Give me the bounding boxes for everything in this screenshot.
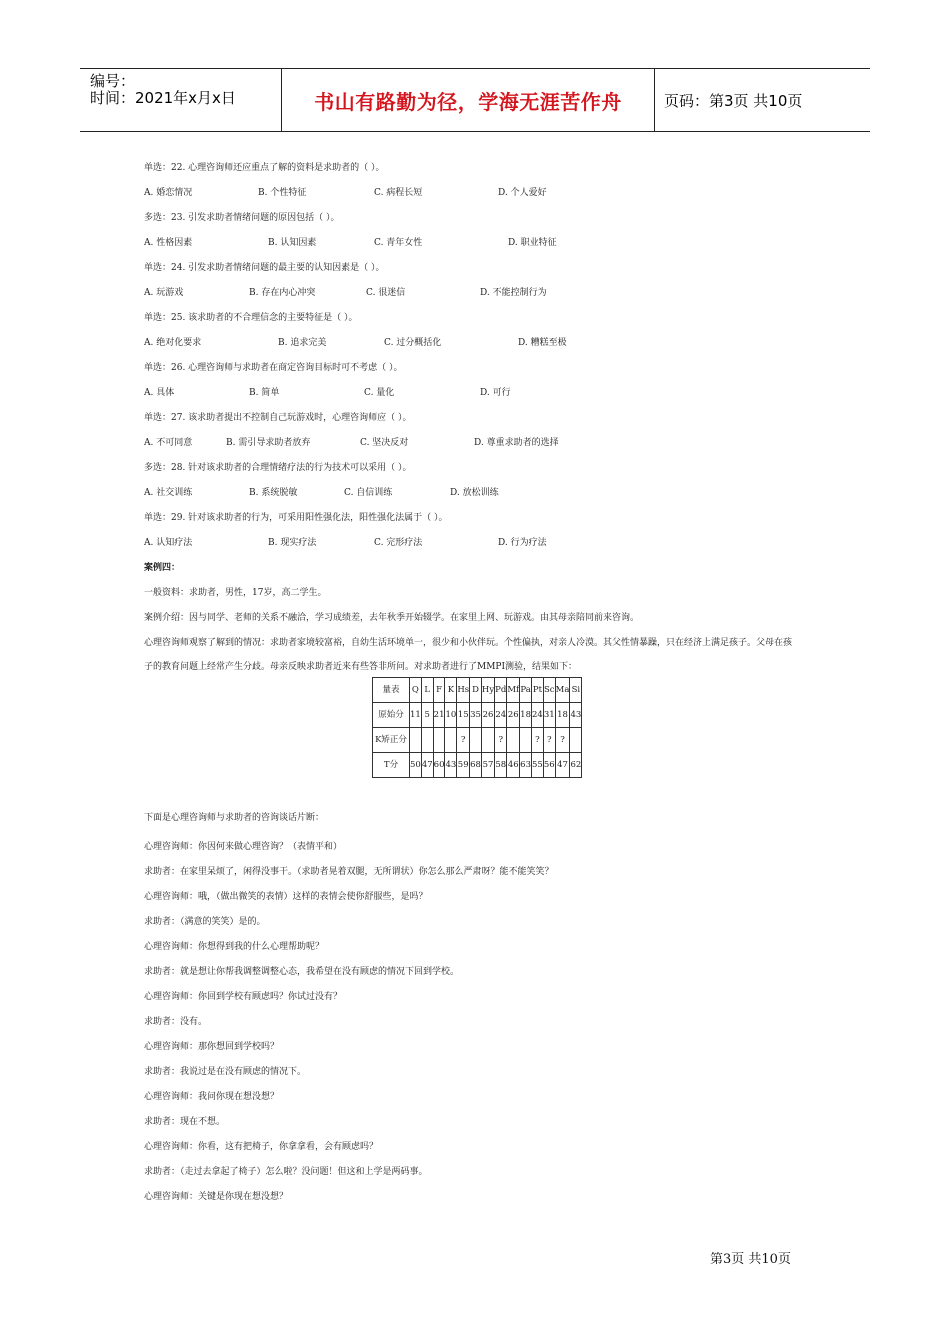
question-stem: 单选：24. 引发求助者情绪问题的最主要的认知因素是（ ）。 <box>144 263 385 273</box>
table-cell: D <box>470 678 482 703</box>
option: D. 不能控制行为 <box>480 288 547 298</box>
header-page-label: 页码：第3页 共10页 <box>664 91 803 110</box>
option: D. 放松训练 <box>450 488 499 498</box>
table-row-label: 量表 <box>373 678 410 703</box>
table-cell: 56 <box>543 753 555 778</box>
table-cell: 63 <box>520 753 532 778</box>
option: C. 自信训练 <box>344 488 393 498</box>
table-cell <box>570 728 582 753</box>
case-observation: 心理咨询师观察了解到的情况：求助者家境较富裕，自幼生活环境单一，很少和小伙伴玩。个性偏执，对亲人冷漠。其父性情暴躁，只在经济上满足孩子。父母在孩 <box>144 638 793 648</box>
table-cell: 18 <box>555 703 570 728</box>
option: A. 具体 <box>144 388 175 398</box>
table-cell: 60 <box>433 753 445 778</box>
table-cell: 35 <box>470 703 482 728</box>
dialogue-line: 下面是心理咨询师与求助者的咨询谈话片断： <box>144 813 325 823</box>
table-cell <box>470 728 482 753</box>
table-cell: 18 <box>520 703 532 728</box>
table-cell: 46 <box>507 753 520 778</box>
table-cell: 68 <box>470 753 482 778</box>
option: B. 认知因素 <box>268 238 317 248</box>
question-stem: 单选：25. 该求助者的不合理信念的主要特征是（ ）。 <box>144 313 358 323</box>
table-cell <box>433 728 445 753</box>
table-cell: Hs <box>457 678 470 703</box>
option: C. 完形疗法 <box>374 538 423 548</box>
question-stem: 多选：28. 针对该求助者的合理情绪疗法的行为技术可以采用（ ）。 <box>144 463 412 473</box>
header-divider <box>654 69 655 131</box>
table-cell <box>445 728 457 753</box>
question-stem: 多选：23. 引发求助者情绪问题的原因包括（ ）。 <box>144 213 340 223</box>
question-stem: 单选：26. 心理咨询师与求助者在商定咨询目标时可不考虑（ ）。 <box>144 363 403 373</box>
header-meta <box>90 73 236 107</box>
mmpi-table <box>372 677 582 778</box>
table-cell: 47 <box>555 753 570 778</box>
case-intro: 案例介绍：因与同学、老师的关系不融洽，学习成绩差，去年秋季开始辍学。在家里上网、玩游戏。由其母亲陪同前来咨询。 <box>144 613 640 623</box>
case-observation: 子的教育问题上经常产生分歧。母亲反映求助者近来有些答非所问。对求助者进行了MMPI测验，结果如下： <box>144 662 578 672</box>
table-cell: 47 <box>421 753 433 778</box>
option: B. 存在内心冲突 <box>249 288 316 298</box>
option: B. 系统脱敏 <box>249 488 298 498</box>
dialogue-line: 心理咨询师：你看，这有把椅子，你拿拿看，会有顾虑吗？ <box>144 1142 379 1152</box>
table-header-row <box>373 678 582 703</box>
table-cell: 21 <box>433 703 445 728</box>
option: A. 性格因素 <box>144 238 193 248</box>
table-cell: ? <box>457 728 470 753</box>
question-stem: 单选：27. 该求助者提出不控制自己玩游戏时，心理咨询师应（ ）。 <box>144 413 412 423</box>
table-cell <box>520 728 532 753</box>
table-cell: Ma <box>555 678 570 703</box>
page-header <box>80 68 870 132</box>
option: D. 行为疗法 <box>498 538 547 548</box>
dialogue-line: 心理咨询师：你因何来做心理咨询？（表情平和） <box>144 842 343 852</box>
table-row <box>373 703 582 728</box>
question-stem: 单选：22. 心理咨询师还应重点了解的资料是求助者的（ ）。 <box>144 163 385 173</box>
table-row-label: 原始分 <box>373 703 410 728</box>
option: C. 坚决反对 <box>360 438 409 448</box>
table-cell: Pd <box>495 678 507 703</box>
table-cell: F <box>433 678 445 703</box>
table-cell: 10 <box>445 703 457 728</box>
dialogue-line: 求助者：在家里呆烦了，闲得没事干。（求助者晃着双腿，无所谓状）你怎么那么严肃呀？能不能笑笑？ <box>144 867 554 877</box>
table-cell: 62 <box>570 753 582 778</box>
table-cell: ? <box>495 728 507 753</box>
option: D. 个人爱好 <box>498 188 547 198</box>
table-row-label: T分 <box>373 753 410 778</box>
table-row <box>373 753 582 778</box>
table-cell <box>481 728 494 753</box>
table-cell: Hy <box>481 678 494 703</box>
dialogue-line: 心理咨询师：你想得到我的什么心理帮助呢？ <box>144 942 325 952</box>
table-cell: 55 <box>532 753 544 778</box>
dialogue-line: 求助者：没有。 <box>144 1017 208 1027</box>
option: C. 病程长短 <box>374 188 423 198</box>
option: A. 婚恋情况 <box>144 188 193 198</box>
table-cell: 15 <box>457 703 470 728</box>
table-cell: 26 <box>507 703 520 728</box>
option: A. 不可同意 <box>144 438 193 448</box>
option: D. 糟糕至极 <box>518 338 567 348</box>
dialogue-line: 求助者：（走过去拿起了椅子）怎么啦？没问题！但这和上学是两码事。 <box>144 1167 428 1177</box>
option: C. 青年女性 <box>374 238 423 248</box>
option: A. 社交训练 <box>144 488 193 498</box>
dialogue-line: 心理咨询师：哦，（做出微笑的表情）这样的表情会使你舒服些，是吗？ <box>144 892 428 902</box>
header-motto: 书山有路勤为径，学海无涯苦作舟 <box>314 89 622 114</box>
dialogue-line: 心理咨询师：关键是你现在想没想？ <box>144 1192 289 1202</box>
table-cell: 26 <box>481 703 494 728</box>
option: A. 绝对化要求 <box>144 338 202 348</box>
table-cell: Pt <box>532 678 544 703</box>
option: D. 尊重求助者的选择 <box>474 438 559 448</box>
option: B. 简单 <box>249 388 280 398</box>
table-cell: ? <box>543 728 555 753</box>
table-cell <box>507 728 520 753</box>
option: C. 很迷信 <box>366 288 406 298</box>
page-footer: 第3页 共10页 <box>710 1252 791 1267</box>
table-cell: 11 <box>410 703 422 728</box>
table-cell: 59 <box>457 753 470 778</box>
table-cell: Si <box>570 678 582 703</box>
table-cell: 24 <box>495 703 507 728</box>
dialogue-line: 心理咨询师：那你想回到学校吗？ <box>144 1042 280 1052</box>
table-cell: ? <box>532 728 544 753</box>
dialogue-line: 求助者：现在不想。 <box>144 1117 226 1127</box>
table-cell: 50 <box>410 753 422 778</box>
dialogue-line: 求助者：就是想让你帮我调整调整心态，我希望在没有顾虑的情况下回到学校。 <box>144 967 460 977</box>
table-cell: 31 <box>543 703 555 728</box>
table-cell: 43 <box>445 753 457 778</box>
case-general: 一般资料：求助者，男性，17岁，高二学生。 <box>144 588 327 598</box>
table-row-label: K矫正分 <box>373 728 410 753</box>
dialogue-line: 求助者：我说过是在没有顾虑的情况下。 <box>144 1067 307 1077</box>
dialogue-line: 心理咨询师：你回到学校有顾虑吗？你试过没有？ <box>144 992 343 1002</box>
table-row <box>373 728 582 753</box>
dialogue-line: 心理咨询师：我问你现在想没想？ <box>144 1092 280 1102</box>
table-cell: Mf <box>507 678 520 703</box>
table-cell: 5 <box>421 703 433 728</box>
option: D. 职业特征 <box>508 238 557 248</box>
option: A. 玩游戏 <box>144 288 184 298</box>
table-cell: 43 <box>570 703 582 728</box>
case-title: 案例四： <box>144 563 181 573</box>
table-cell: ? <box>555 728 570 753</box>
table-cell: 58 <box>495 753 507 778</box>
option: B. 现实疗法 <box>268 538 317 548</box>
table-cell: 24 <box>532 703 544 728</box>
table-cell <box>410 728 422 753</box>
table-cell: Sc <box>543 678 555 703</box>
option: C. 量化 <box>364 388 395 398</box>
table-cell <box>421 728 433 753</box>
table-cell: L <box>421 678 433 703</box>
option: B. 个性特征 <box>258 188 307 198</box>
doc-date-label: 时间：2021年x月x日 <box>90 89 236 107</box>
option: D. 可行 <box>480 388 511 398</box>
table-cell: K <box>445 678 457 703</box>
option: A. 认知疗法 <box>144 538 193 548</box>
table-cell: 57 <box>481 753 494 778</box>
option: C. 过分概括化 <box>384 338 442 348</box>
table-cell: Pa <box>520 678 532 703</box>
question-stem: 单选：29. 针对该求助者的行为，可采用阳性强化法，阳性强化法属于（ ）。 <box>144 513 448 523</box>
dialogue-line: 求助者：（满意的笑笑）是的。 <box>144 917 266 927</box>
doc-number-label: 编号： <box>90 72 136 90</box>
table-cell: Q <box>410 678 422 703</box>
option: B. 需引导求助者放弃 <box>226 438 311 448</box>
option: B. 追求完美 <box>278 338 327 348</box>
